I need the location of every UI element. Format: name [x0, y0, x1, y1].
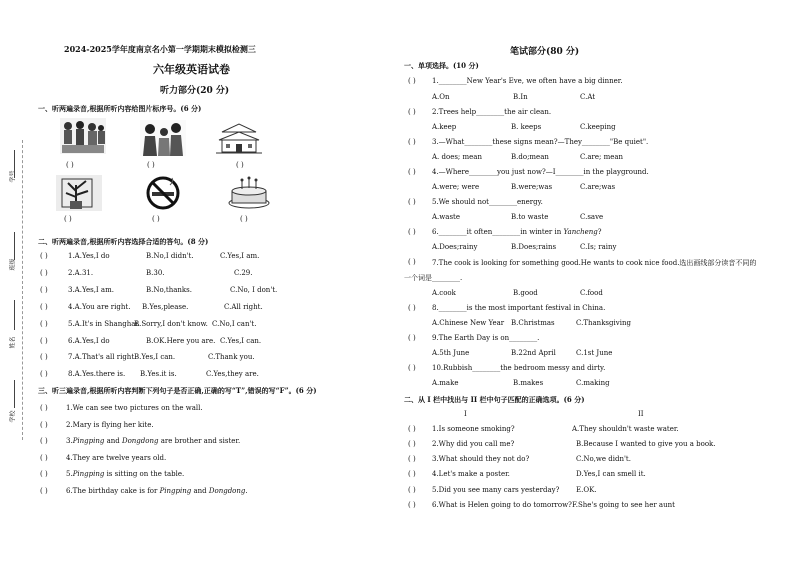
answer-paren[interactable]: ( )	[40, 454, 48, 462]
answer-paren[interactable]: ( )	[40, 437, 48, 445]
option-b: B.Sorry,I don't know.	[134, 320, 208, 328]
school-title: 2024-2025学年度南京名小第一学期期末模拟检测三	[64, 44, 256, 54]
name-pingping: Pingping	[72, 437, 105, 445]
option-a: A.waste	[432, 213, 460, 221]
answer-paren[interactable]: ( )	[40, 320, 48, 328]
answer-paren[interactable]: ( )	[40, 421, 48, 429]
left-sentence: 3.What should they not do?	[432, 455, 530, 463]
option-b: B.Yes.it is.	[140, 370, 177, 378]
option-b: B.No,I didn't.	[146, 252, 194, 260]
statement-rest: is sitting on the table.	[104, 470, 185, 478]
right-sentence: F.She's going to see her aunt	[572, 501, 675, 509]
name-field[interactable]	[14, 300, 15, 330]
question: 1.________New Year's Eve, we often have a big dinner.	[432, 77, 623, 85]
side-label-student-id: 学号	[9, 170, 17, 183]
answer-paren[interactable]: ( )	[40, 286, 48, 294]
name-dongdong: Dongdong	[208, 487, 246, 495]
option-a: 7.A.That's all right.	[68, 353, 137, 361]
name-dongdong: Dongdong	[121, 437, 159, 445]
option-a: A.5th June	[432, 349, 470, 357]
option-c: C.Yes,I can.	[220, 337, 262, 345]
class-field[interactable]	[14, 232, 15, 260]
option-b: B.good	[513, 289, 538, 297]
name-pingping: Pingping	[159, 487, 192, 495]
statement-rest: .	[245, 487, 248, 495]
option-b: B.Does;rains	[511, 243, 557, 251]
option-b: B.to waste	[511, 213, 549, 221]
left-sentence: 2.Why did you call me?	[432, 440, 515, 448]
answer-paren[interactable]: ( )	[40, 252, 48, 260]
answer-paren[interactable]: ( )	[408, 138, 416, 146]
question: 2.Trees help________the air clean.	[432, 108, 552, 116]
option-b: B.30.	[146, 269, 165, 277]
question-part-2: ?	[597, 228, 602, 236]
option-a: A.cook	[432, 289, 456, 297]
side-label-school: 学校	[9, 410, 17, 423]
statement	[66, 470, 184, 478]
place-yancheng: Yancheng	[563, 228, 598, 236]
right-sentence: A.They shouldn't waste water.	[572, 425, 679, 433]
statement-rest: are brother and sister.	[158, 437, 241, 445]
option-a: A.Chinese New Year	[432, 319, 505, 327]
statement-number: 6.The birthday cake is for	[66, 487, 160, 495]
question: 5.We should not________energy.	[432, 198, 543, 206]
option-b: B.Yes,please.	[142, 303, 189, 311]
answer-paren[interactable]: ( )	[40, 337, 48, 345]
cake-picture	[226, 175, 272, 211]
listening-s1-title: 一、听两遍录音,根据所听内容给图片标序号。(6 分)	[38, 104, 202, 113]
question: 7.The cook is looking for something good.He wants to cook nice food.选出画线部分读音不同的	[432, 259, 757, 267]
right-sentence: E.OK.	[576, 486, 597, 494]
answer-paren[interactable]: ( )	[40, 470, 48, 478]
option-c: C.Yes,I am.	[220, 252, 260, 260]
answer-paren[interactable]: ( )	[408, 108, 416, 116]
statement-connector: and	[104, 437, 122, 445]
plant-picture	[56, 175, 102, 211]
question: 4.—Where________you just now?—I________in the playground.	[432, 168, 649, 176]
school-field[interactable]	[14, 380, 15, 408]
statement: 2.Mary is flying her kite.	[66, 421, 154, 429]
option-b: B.Yes,I can.	[134, 353, 176, 361]
column-header-ii: II	[638, 410, 644, 418]
option-c: C.making	[576, 379, 610, 387]
option-b: B. keeps	[511, 123, 542, 131]
question-continued: 一个词是________.	[404, 274, 463, 282]
option-b: B.In	[513, 93, 528, 101]
question-part-1: 6.________it often________in winter in	[432, 228, 564, 236]
column-header-i: I	[464, 410, 467, 418]
statement	[66, 487, 248, 495]
question: 3.—What________these signs mean?—They________"Be quiet".	[432, 138, 649, 146]
answer-paren[interactable]: ( )	[40, 370, 48, 378]
option-b: B.were;was	[511, 183, 553, 191]
writing-s1-title: 一、单项选择。(10 分)	[404, 61, 479, 70]
answer-paren[interactable]: ( )	[408, 425, 416, 433]
option-c: C.are; mean	[580, 153, 624, 161]
option-c: C.Yes,they are.	[206, 370, 259, 378]
picture-4-answer[interactable]: ( )	[64, 215, 72, 223]
listening-title: 听力部分(20 分)	[160, 86, 230, 96]
option-c: C.save	[580, 213, 604, 221]
option-c: C.All right.	[224, 303, 263, 311]
picture-1-answer[interactable]: ( )	[66, 161, 74, 169]
answer-paren[interactable]: ( )	[40, 353, 48, 361]
option-a: 5.A.It's in Shanghai.	[68, 320, 140, 328]
option-a: 4.A.You are right.	[68, 303, 131, 311]
answer-paren[interactable]: ( )	[40, 404, 48, 412]
option-b: B.OK.Here you are.	[146, 337, 216, 345]
option-a: 1.A.Yes,I do	[68, 252, 110, 260]
answer-paren[interactable]: ( )	[40, 303, 48, 311]
option-a: 8.A.Yes.there is.	[68, 370, 126, 378]
statement: 1.We can see two pictures on the wall.	[66, 404, 203, 412]
option-b: B.makes	[513, 379, 544, 387]
option-c: C.Thank you.	[208, 353, 255, 361]
side-label-name: 姓名	[9, 336, 17, 349]
option-c: C.No, I don't.	[230, 286, 278, 294]
statement	[66, 437, 240, 445]
answer-paren[interactable]: ( )	[408, 440, 416, 448]
statement: 4.They are twelve years old.	[66, 454, 167, 462]
right-sentence: D.Yes,I can smell it.	[576, 470, 646, 478]
left-sentence: 4.Let's make a poster.	[432, 470, 510, 478]
writing-title: 笔试部分(80 分)	[510, 47, 580, 57]
name-pingping: Pingping	[72, 470, 105, 478]
option-c: C.29.	[234, 269, 253, 277]
option-a: A.make	[432, 379, 459, 387]
question: 9.The Earth Day is on________.	[432, 334, 540, 342]
option-a: A.On	[432, 93, 450, 101]
option-c: C.Thanksgiving	[576, 319, 631, 327]
option-a: A.were; were	[432, 183, 480, 191]
question: 10.Rubbish________the bedroom messy and dirty.	[432, 364, 606, 372]
answer-paren[interactable]: ( )	[408, 198, 416, 206]
left-sentence: 5.Did you see many cars yesterday?	[432, 486, 560, 494]
statement-number: 5.	[66, 470, 73, 478]
student-id-field[interactable]	[14, 150, 15, 178]
children-shopping-picture	[60, 118, 106, 154]
option-c: C.At	[580, 93, 596, 101]
answer-paren[interactable]: ( )	[408, 334, 416, 342]
answer-paren[interactable]: ( )	[408, 364, 416, 372]
answer-paren[interactable]: ( )	[40, 269, 48, 277]
family-group-picture	[140, 120, 186, 156]
answer-paren[interactable]: ( )	[408, 486, 416, 494]
option-a: 3.A.Yes,I am.	[68, 286, 114, 294]
question	[432, 228, 602, 236]
left-sentence: 1.Is someone smoking?	[432, 425, 515, 433]
option-a: A. does; mean	[432, 153, 482, 161]
answer-paren[interactable]: ( )	[408, 501, 416, 509]
side-label-class: 班级	[9, 258, 17, 271]
answer-paren[interactable]: ( )	[408, 470, 416, 478]
answer-paren[interactable]: ( )	[40, 487, 48, 495]
listening-s3-title: 三、听三遍录音,根据所听内容判断下列句子是否正确,正确的写“T”,错误的写“F”。(6 分)	[38, 386, 317, 395]
option-b: B.Christmas	[511, 319, 555, 327]
answer-paren[interactable]: ( )	[408, 455, 416, 463]
answer-paren[interactable]: ( )	[408, 168, 416, 176]
answer-paren[interactable]: ( )	[408, 258, 416, 266]
option-a: 6.A.Yes,I do	[68, 337, 110, 345]
answer-paren[interactable]: ( )	[408, 77, 416, 85]
option-a: A.keep	[432, 123, 457, 131]
left-sentence: 6.What is Helen going to do tomorrow?	[432, 501, 572, 509]
answer-paren[interactable]: ( )	[408, 304, 416, 312]
picture-2-answer[interactable]: ( )	[147, 161, 155, 169]
option-c: C.food	[580, 289, 603, 297]
binding-line	[22, 140, 23, 440]
option-a: 2.A.31.	[68, 269, 94, 277]
paper-title: 六年级英语试卷	[153, 63, 230, 76]
option-c: C.keeping	[580, 123, 616, 131]
picture-6-answer[interactable]: ( )	[240, 215, 248, 223]
option-c: C.Is; rainy	[580, 243, 617, 251]
option-c: C.are;was	[580, 183, 616, 191]
right-sentence: C.No,we didn't.	[576, 455, 631, 463]
option-c: C.1st June	[576, 349, 613, 357]
tiananmen-picture	[216, 120, 262, 156]
statement-connector: and	[191, 487, 209, 495]
picture-3-answer[interactable]: ( )	[236, 161, 244, 169]
right-sentence: B.Because I wanted to give you a book.	[576, 440, 716, 448]
statement-number: 3.	[66, 437, 73, 445]
listening-s2-title: 二、听两遍录音,根据所听内容选择合适的答句。(8 分)	[38, 237, 209, 246]
option-b: B.do;mean	[511, 153, 549, 161]
option-b: B.22nd April	[511, 349, 556, 357]
no-smoking-picture	[140, 175, 186, 211]
option-c: C.No,I can't.	[212, 320, 257, 328]
option-b: B.No,thanks.	[146, 286, 192, 294]
answer-paren[interactable]: ( )	[408, 228, 416, 236]
option-a: A.Does;rainy	[432, 243, 478, 251]
picture-5-answer[interactable]: ( )	[152, 215, 160, 223]
question: 8.________is the most important festival in China.	[432, 304, 606, 312]
writing-s2-title: 二、从 I 栏中找出与 II 栏中句子匹配的正确选项。(6 分)	[404, 395, 585, 404]
